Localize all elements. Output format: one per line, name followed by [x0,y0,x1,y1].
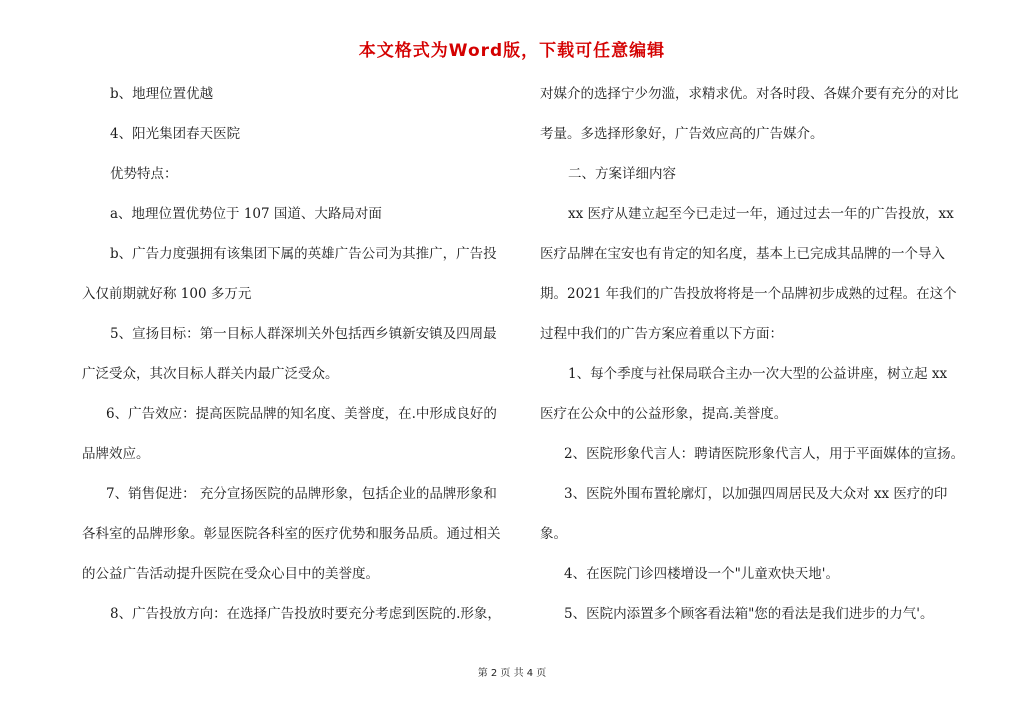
text-line: 过程中我们的广告方案应着重以下方面： [540,326,783,342]
text-line: b、广告力度强拥有该集团下属的英雄广告公司为其推广，广告投 [110,246,497,262]
text-line: a、地理位置优势位于 107 国道、大路局对面 [110,206,382,222]
text-line: 象。 [540,526,567,542]
text-line: 5、医院内添置多个顾客看法箱"您的看法是我们进步的力气'。 [564,606,934,622]
text-line: 优势特点： [110,166,178,182]
text-line: 7、销售促进： 充分宣扬医院的品牌形象，包括企业的品牌形象和 [106,486,497,502]
text-line: 8、广告投放方向：在选择广告投放时要充分考虑到医院的.形象， [110,606,501,622]
text-line: 期。2021 年我们的广告投放将将是一个品牌初步成熟的过程。在这个 [540,286,957,302]
text-line: 医疗在公众中的公益形象，提高.美誉度。 [540,406,788,422]
text-line: 的公益广告活动提升医院在受众心目中的美誉度。 [82,566,379,582]
text-line: 5、宣扬目标：第一目标人群深圳关外包括西乡镇新安镇及四周最 [110,326,497,342]
text-line: 2、医院形象代言人：聘请医院形象代言人，用于平面媒体的宣扬。 [564,446,965,462]
text-line: 4、阳光集团春天医院 [110,126,241,142]
page-number: 第 2 页 共 4 页 [477,668,547,679]
text-line: 考量。多选择形象好，广告效应高的广告媒介。 [540,126,824,142]
text-line: 入仅前期就好称 100 多万元 [82,286,252,302]
text-line: 6、广告效应：提高医院品牌的知名度、美誉度，在.中形成良好的 [106,406,497,422]
document-banner: 本文格式为Word版，下载可任意编辑 [358,41,666,61]
text-line: 医疗品牌在宝安也有肯定的知名度，基本上已完成其品牌的一个导入 [540,246,945,262]
text-line: 各科室的品牌形象。彰显医院各科室的医疗优势和服务品质。通过相关 [82,526,501,542]
text-line: 对媒介的选择宁少勿滥，求精求优。对各时段、各媒介要有充分的对比 [540,86,959,102]
text-line: 广泛受众，其次目标人群关内最广泛受众。 [82,366,339,382]
text-line: 1、每个季度与社保局联合主办一次大型的公益讲座，树立起 xx [568,366,948,382]
text-line: b、地理位置优越 [110,86,214,102]
text-line: 4、在医院门诊四楼增设一个"儿童欢快天地'。 [564,566,840,582]
text-line: 品牌效应。 [82,446,150,462]
text-line: 3、医院外围布置轮廓灯，以加强四周居民及大众对 xx 医疗的印 [564,486,948,502]
section-heading: 二、方案详细内容 [568,166,676,182]
text-line: xx 医疗从建立起至今已走过一年，通过过去一年的广告投放，xx [568,206,954,222]
